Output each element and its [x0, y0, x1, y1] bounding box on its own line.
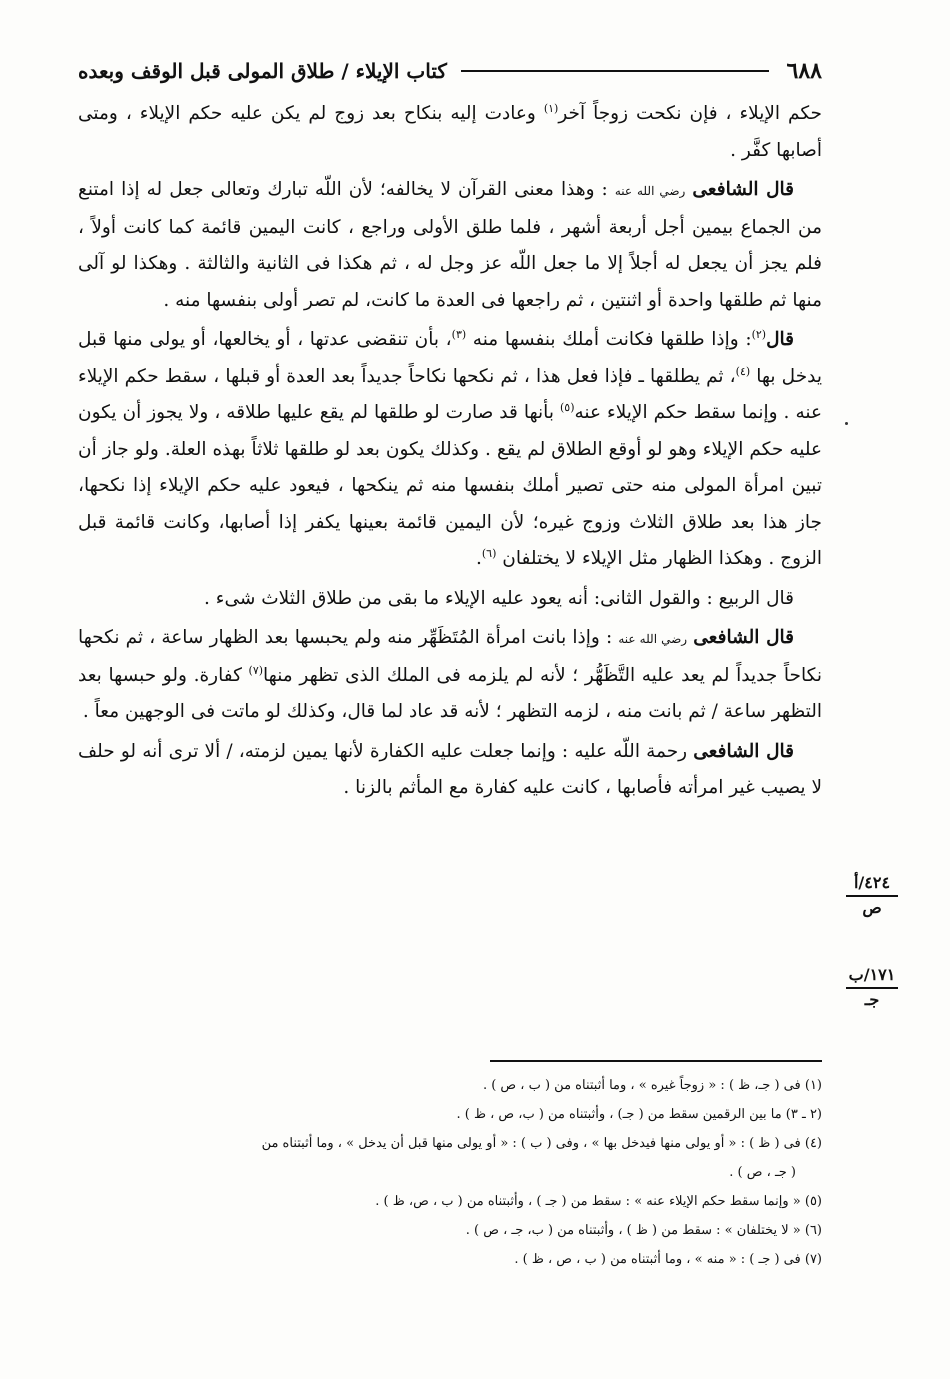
- body-text: .: [475, 548, 482, 569]
- margin-note-1: [846, 874, 898, 919]
- footnote-1: [78, 1071, 822, 1100]
- body-text: حكم الإيلاء ، فإن نكحت زوجاً آخر: [558, 103, 822, 124]
- footnote-reference: (٢): [751, 327, 767, 341]
- speaker-label: قال الشافعى: [693, 627, 794, 648]
- footnote-continuation: ( جـ ، ص ) .: [729, 1165, 796, 1180]
- footnote-6: [78, 1216, 822, 1245]
- honorific: رضي الله عنه: [614, 184, 686, 198]
- paragraph: [78, 620, 822, 731]
- footnote-text: (١) فى ( جـ، ظ ) : « زوجاً غيره » ، وما أثبتناه من ( ب ، ص ) .: [482, 1078, 822, 1093]
- footnote-text: (٧) فى ( جـ ) : « منه » ، وما أثبتناه من ( ب ، ص ، ظ ) .: [514, 1252, 822, 1267]
- speaker-label: قال: [766, 329, 794, 350]
- speaker-label: قال الشافعى: [693, 740, 794, 762]
- body-text: بأنها قد صارت لو طلقها لم يقع عليها طلاقه ، ولا يجوز أن يكون عليه حكم الإيلاء وهو لو أوقع الطلاق لم يقع . وكذلك يكون بعد لو طلقها ثلاثاً بهذه العلة. ولو جاز أن تبين امرأة المولى منه حتى تصير أملك بنفسها منه ثم ينكحها ، فيعود عليه حكم الإيلاء إذا نكحها، جاز هذا بعد طلاق الثلاث وزوج غيره؛ لأن اليمين قائمة بعينها يكفر إذا أصابها، وكانت قائمة قبل الزوج . وهكذا الظهار مثل الإيلاء لا يختلفان: [78, 402, 822, 569]
- running-title: كتاب الإيلاء / طلاق المولى قبل الوقف وبعده: [78, 59, 447, 83]
- paragraph: [78, 172, 822, 319]
- margin-note-folio: ٤٢٤/أ: [846, 874, 898, 897]
- page-number: ٦٨٨: [786, 58, 822, 84]
- footnote-7: [78, 1245, 822, 1274]
- margin-note-2: [846, 966, 898, 1011]
- footnote-text: (٦) « لا يختلفان » : سقط من ( ظ ) ، وأثبتناه من ( ب، جـ ، ص ) .: [465, 1223, 822, 1238]
- footnote-reference: (٤): [735, 364, 751, 378]
- footnote-5: [78, 1187, 822, 1216]
- footnote-reference: (٧): [248, 663, 264, 677]
- body-text: رحمة اللّه عليه : وإنما جعلت عليه الكفارة لأنها يمين لزمته، / ألا ترى أنه لو حلف لا يصيب غير امرأته فأصابها ، كانت عليه كفارة مع المأثم بالزنا .: [78, 740, 822, 798]
- speck-mark: [845, 422, 848, 425]
- footnote-reference: (٣): [451, 327, 467, 341]
- body-text: كفارة. ولو حبسها بعد التظهر ساعة / ثم بانت منه ، لزمه التظهر ؛ لأنه قد عاد لما قال، وكذلك لو ماتت فى الوجهين معاً .: [78, 664, 822, 722]
- margin-note-manuscript: ص: [862, 898, 882, 917]
- footnote-reference: (١): [543, 101, 559, 115]
- footnote-reference: (٥): [559, 400, 575, 414]
- body-text: : وإذا طلقها فكانت أملك بنفسها منه: [466, 329, 752, 350]
- body-text: ، ثم يطلقها ـ فإذا فعل هذا ، ثم نكحها نكاحاً جديداً بعد العدة أو قبلها ، سقط حكم الإيلاء عنه . وإنما سقط حكم الإيلاء عنه: [78, 365, 822, 423]
- body-text: وعادت إليه بنكاح بعد زوج لم يكن عليه حكم الإيلاء ، ومتى أصابها كفَّر .: [78, 103, 822, 161]
- page-header: [78, 54, 822, 88]
- header-rule: [461, 70, 769, 72]
- footnote-4: [78, 1129, 822, 1187]
- body-text: : وإذا بانت امرأة المُتَظَهِّر منه ولم يحبسها بعد الظهار ساعة ، ثم نكحها نكاحاً جديداً لم يعد عليه التَّظَهُّر ؛ لأنه لم يلزمه فى الملك الذى تظهر منها: [78, 627, 822, 686]
- footnote-text: (٥) « وإنما سقط حكم الإيلاء عنه » : سقط من ( جـ ) ، وأثبتناه من ( ب ، ص، ظ ) .: [375, 1194, 822, 1209]
- honorific: رضي الله عنه: [618, 632, 688, 646]
- footnote-text: (٤) فى ( ظ ) : « أو يولى منها فيدخل بها » ، وفى ( ب ) : « أو يولى منها قبل أن يدخل » ، وما أثبتناه من: [261, 1136, 822, 1151]
- footnote-reference: (٦): [481, 546, 497, 560]
- paragraph: [78, 581, 822, 618]
- body-text: : وهذا معنى القرآن لا يخالفه؛ لأن اللّه تبارك وتعالى جعل له إذا امتنع من الجماع بيمين أجل أربعة أشهر ، فلما طلق الأولى وراجع ، كانت اليمين قائمة كما كانت أولاً ، فلم يجز أن يجعل له أجلاً إلا ما جعل اللّه عز وجل له ، ثم هكذا فى الثانية والثالثة . وهكذا لو آلى منها ثم طلقها واحدة أو اثنتين ، ثم راجعها فى العدة ما كانت، لم تصر أولى بنفسها منه .: [78, 179, 822, 311]
- margin-note-manuscript: جـ: [864, 990, 880, 1009]
- main-text: [78, 96, 822, 810]
- footnote-text: (٢ ـ ٣) ما بين الرقمين سقط من ( جـ) ، وأثبتناه من ( ب، ص ، ظ ) .: [456, 1107, 822, 1122]
- footnotes: [78, 1071, 822, 1274]
- paragraph: [78, 322, 822, 578]
- footnote-separator: [490, 1060, 822, 1062]
- footnote-2: [78, 1100, 822, 1129]
- body-text: ، بأن تنقضى عدتها ، أو يخالعها، أو يولى منها قبل يدخل بها: [78, 329, 822, 387]
- speaker-label: قال الشافعى: [692, 179, 795, 200]
- body-text: قال الربيع : والقول الثانى: أنه يعود عليه الإيلاء ما بقى من طلاق الثلاث شىء .: [203, 587, 794, 609]
- paragraph: [78, 734, 822, 807]
- margin-note-folio: ١٧١/ب: [846, 966, 898, 989]
- paragraph: [78, 96, 822, 169]
